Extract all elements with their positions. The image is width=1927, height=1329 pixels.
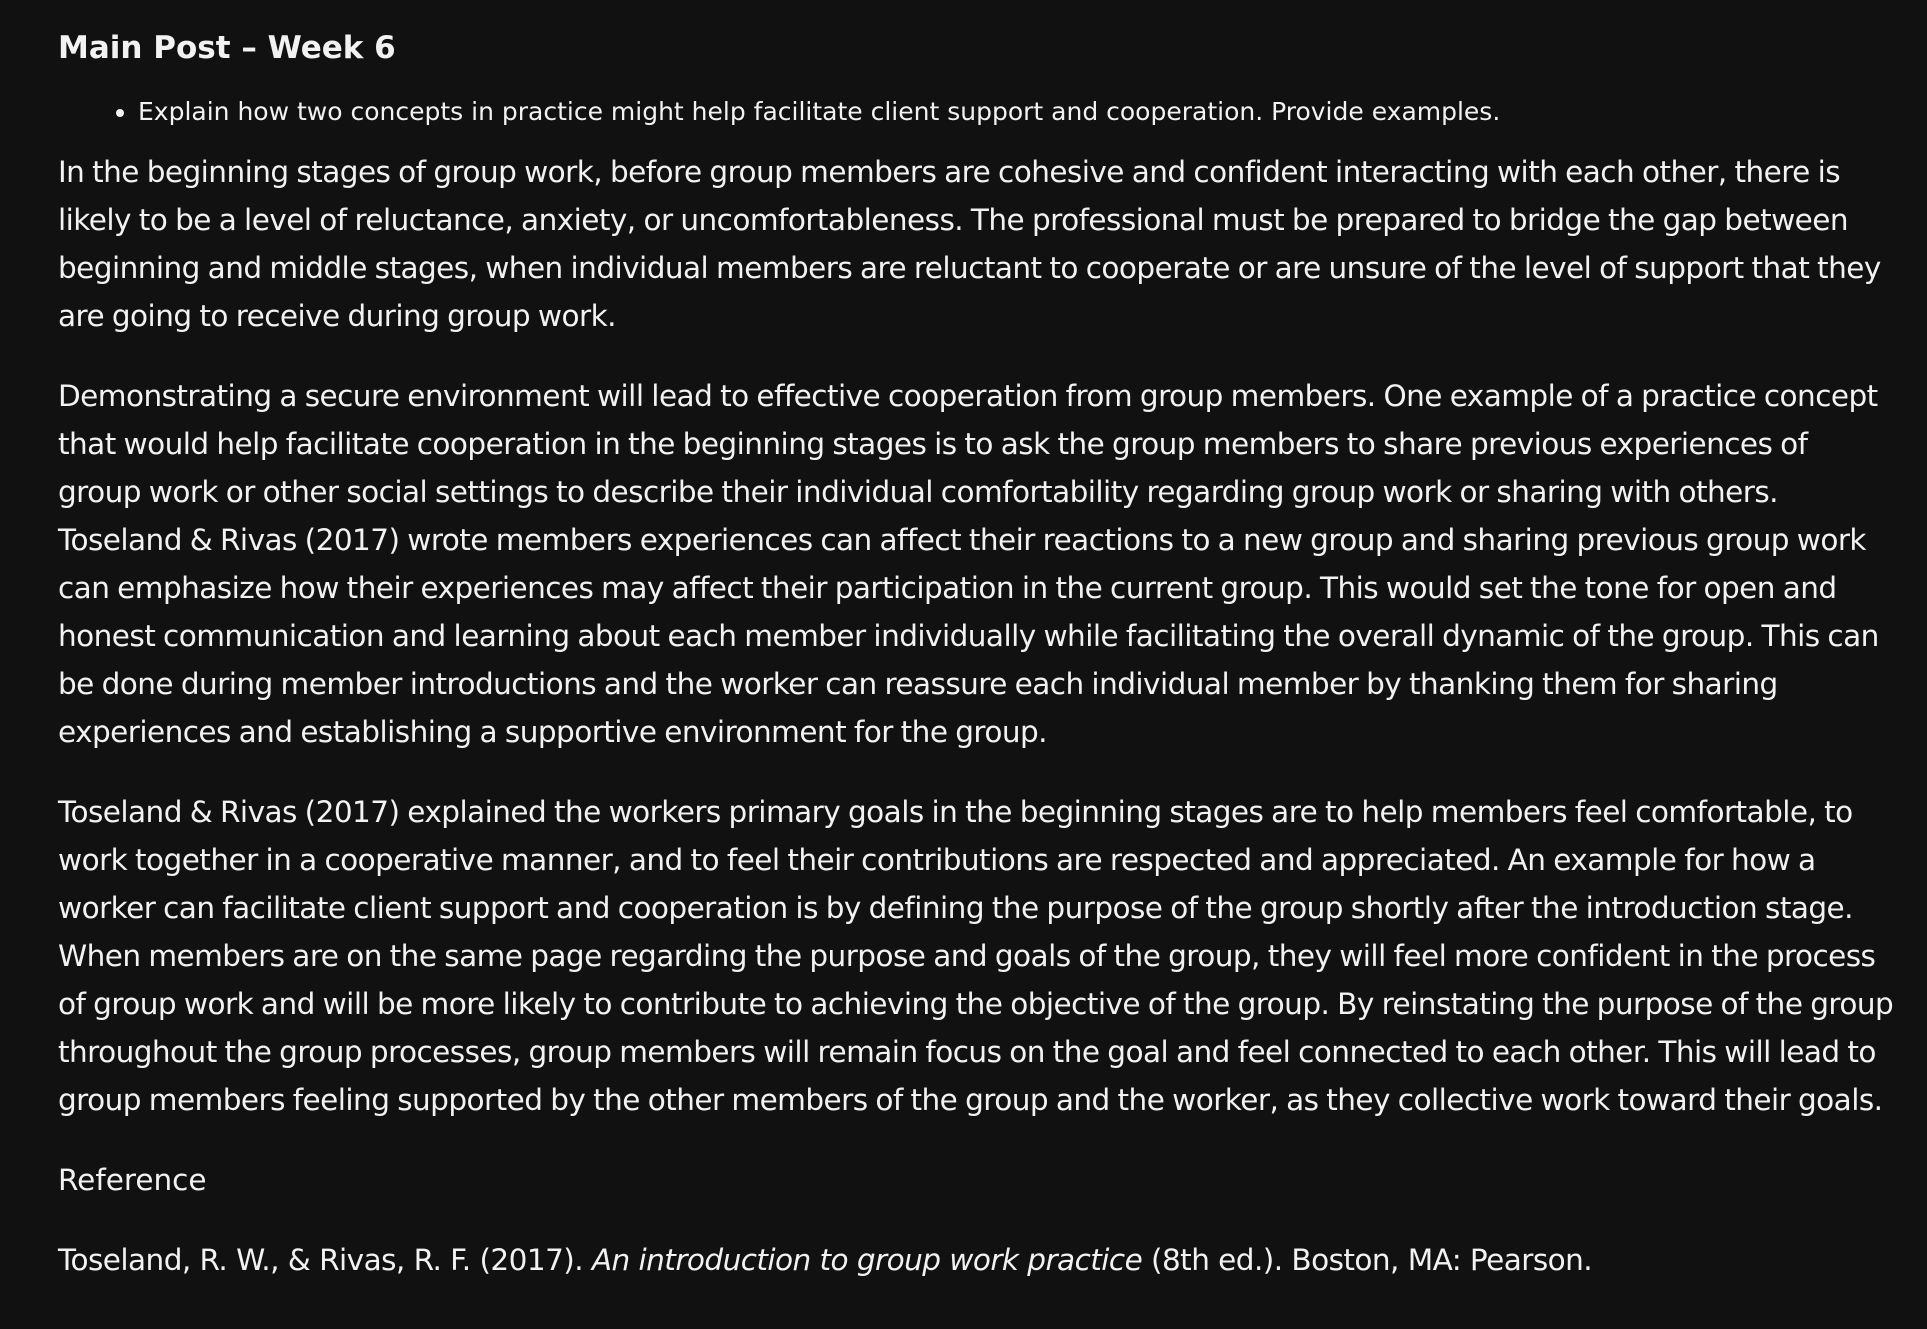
reference-heading: Reference xyxy=(58,1163,207,1197)
body-paragraph-1: In the beginning stages of group work, before group members are cohesive and confident interacting with each other, there is likely to be a level of reluctance, anxiety, or uncomfortableness. The professional must be prepared to bridge the gap between beginning and middle stages, when individual members are reluctant to cooperate or are unsure of the level of support that they are going to receive during group work. xyxy=(58,155,1881,333)
citation-authors-year: Toseland, R. W., & Rivas, R. F. (2017). xyxy=(58,1243,592,1277)
reference-citation xyxy=(58,1236,1897,1284)
post-title: Main Post – Week 6 xyxy=(58,30,396,66)
body-paragraph-2: Demonstrating a secure environment will lead to effective cooperation from group members. One example of a practice concept that would help facilitate cooperation in the beginning stages is to ask the group members to share previous experiences of group work or other social settings to describe their individual comfortability regarding group work or sharing with others. Toseland & Rivas (2017) wrote members experiences can affect their reactions to a new group and sharing previous group work can emphasize how their experiences may affect their participation in the current group. This would set the tone for open and honest communication and learning about each member individually while facilitating the overall dynamic of the group. This can be done during member introductions and the worker can reassure each individual member by thanking them for sharing experiences and establishing a supportive environment for the group. xyxy=(58,379,1879,749)
prompt-item: • Explain how two concepts in practice might help facilitate client support and cooperation. Provide examples. xyxy=(138,94,1897,130)
prompt-list xyxy=(58,94,1897,130)
citation-publication: (8th ed.). Boston, MA: Pearson. xyxy=(1142,1243,1593,1277)
citation-book-title: An introduction to group work practice xyxy=(591,1243,1143,1277)
body-paragraph-3: Toseland & Rivas (2017) explained the workers primary goals in the beginning stages are to help members feel comfortable, to work together in a cooperative manner, and to feel their contributions are respected and appreciated. An example for how a worker can facilitate client support and cooperation is by defining the purpose of the group shortly after the introduction stage. When members are on the same page regarding the purpose and goals of the group, they will feel more confident in the process of group work and will be more likely to contribute to achieving the objective of the group. By reinstating the purpose of the group throughout the group processes, group members will remain focus on the goal and feel connected to each other. This will lead to group members feeling supported by the other members of the group and the worker, as they collective work toward their goals. xyxy=(58,795,1894,1117)
